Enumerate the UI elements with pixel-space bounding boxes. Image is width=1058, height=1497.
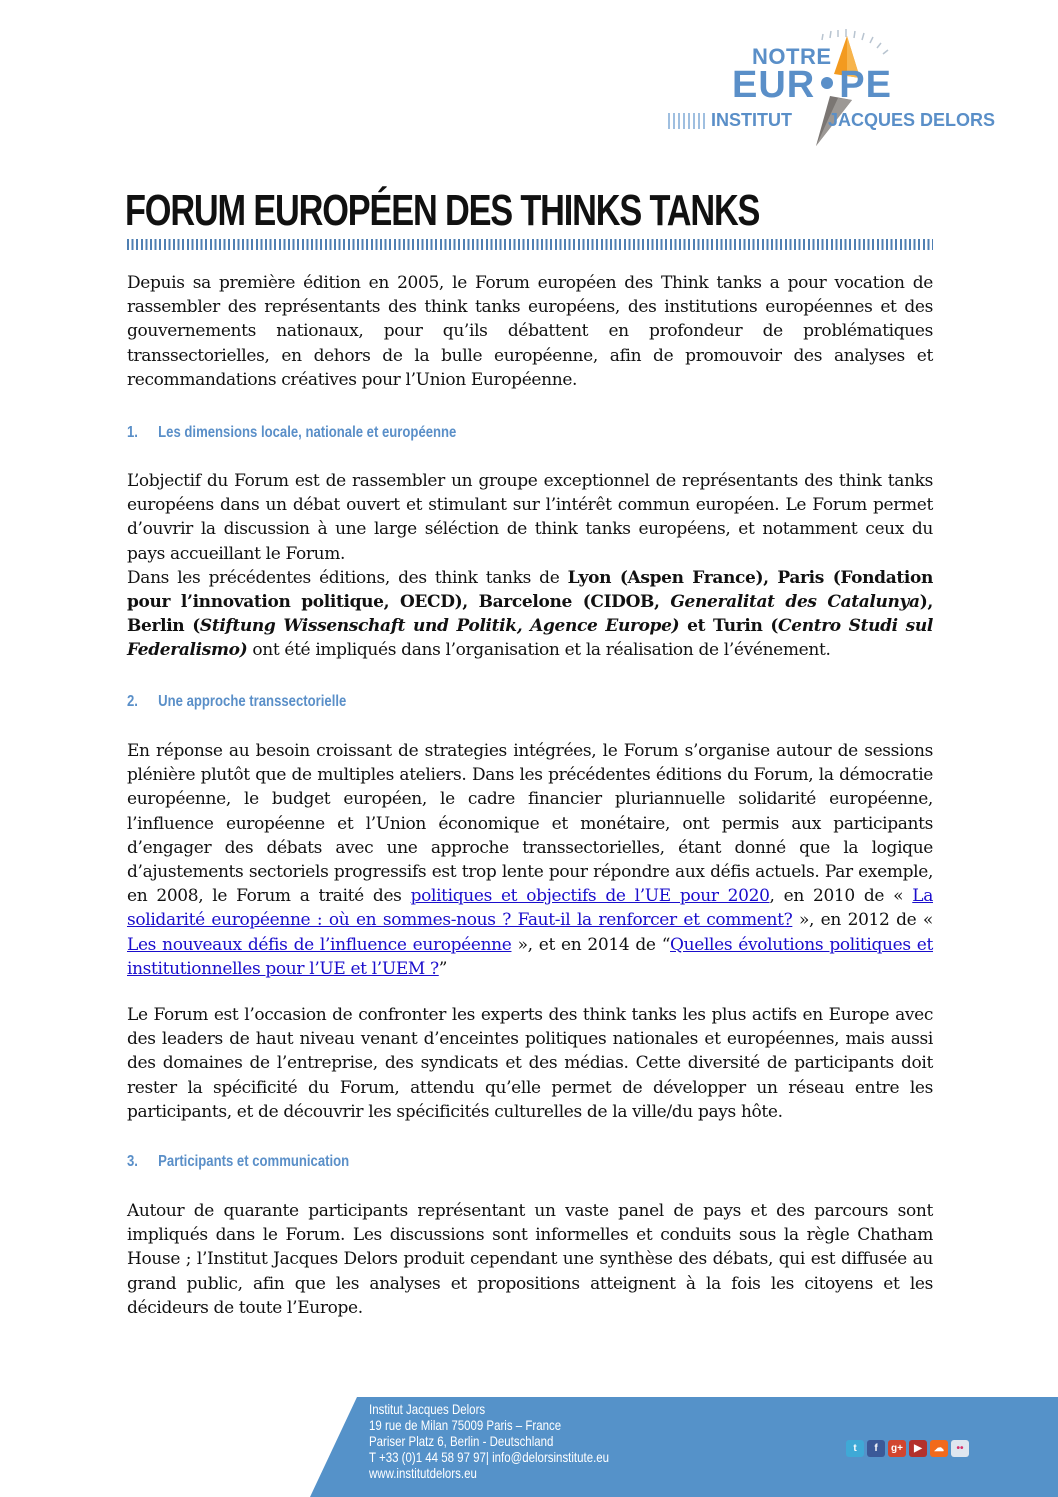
text-run: », et en 2014 de “ (511, 934, 671, 955)
logo-europe-text (732, 64, 892, 107)
logo-institut-text: INSTITUT (711, 110, 792, 130)
flickr-icon[interactable]: •• (951, 1440, 969, 1457)
bold-run: et Turin ( (679, 616, 779, 637)
section-3-body (127, 1199, 933, 1320)
intro-paragraph (127, 271, 933, 392)
logo-notre-text: NOTRE (752, 44, 832, 69)
text-run: Dans les précédentes éditions, des think tanks de (127, 567, 568, 588)
link-politiques-ue-2020[interactable]: politiques et objectifs de l’UE pour 2020 (410, 886, 770, 907)
section-2-paragraph-2: Le Forum est l’occasion de confronter les experts des think tanks les plus actifs en Europe avec des leaders de haut niveau venant d’enceintes politiques nationales et européennes, mais aussi des domaines de l’entreprise, des syndicats et des médias. Cette diversité de participants doit rester la spécificité du Forum, attendu qu’elle permet de développer un réseau entre les participants, et de découvrir les spécificités culturelles de la ville/du pays hôte. (127, 1005, 933, 1122)
section-number: 3. (127, 1153, 138, 1170)
youtube-icon[interactable]: ▶ (909, 1440, 927, 1457)
text-run: ont été impliqués dans l’organisation et la réalisation de l’événement. (247, 640, 831, 661)
section-1-paragraph-1: L’objectif du Forum est de rassembler un groupe exceptionnel de représentants des think tanks européens dans un débat ouvert et stimulant sur l’intérêt commun européen. Le Forum permet d’ouvrir la discussion à une large séléction de think tanks européens, et notamment ceux du pays accueillant le Forum. (127, 471, 933, 564)
bold-run: ), Berlin ( (127, 592, 933, 637)
section-1-paragraph-2 (127, 566, 933, 663)
google-plus-icon[interactable]: g+ (888, 1440, 906, 1457)
logo-institut-row (668, 110, 995, 131)
page-title: FORUM EUROPÉEN DES THINKS TANKS (125, 186, 760, 235)
text-run: , en 2010 de « (769, 886, 913, 907)
intro-text: Depuis sa première édition en 2005, le Forum européen des Think tanks a pour vocation de rassembler des représentants des think tanks européens, des institutions européennes et des gouvernements nationaux, pour qu’ils débattent en profondeur de problématiques transsectorielles, en dehors de la bulle européenne, afin de promouvoir des analyses et recommandations créatives pour l’Union Européenne. (127, 273, 933, 390)
italic-run: Stiftung Wissenschaft und Politik, Agence Europe) (199, 616, 680, 637)
footer-contact: T +33 (0)1 44 58 97 97| info@delorsinstitute.eu (369, 1449, 610, 1465)
section-heading-text: Les dimensions locale, nationale et européenne (158, 424, 457, 441)
soundcloud-icon[interactable]: ☁ (930, 1440, 948, 1457)
footer-org-name: Institut Jacques Delors (369, 1401, 486, 1417)
link-nouveaux-defis[interactable]: Les nouveaux défis de l’influence européenne (127, 934, 512, 955)
logo-tick-bars (668, 113, 705, 129)
notre-europe-logo (711, 18, 996, 138)
section-heading-text: Participants et communication (158, 1153, 350, 1170)
logo-pe: PE (839, 64, 892, 106)
logo-jacques-delors-text: JACQUES DELORS (828, 110, 996, 130)
link-evolutions-ue-uem[interactable]: Quelles évolutions politiques et institutionnelles pour l’UE et l’UEM ? (127, 934, 933, 979)
logo-eur: EUR (732, 64, 816, 106)
footer-berlin-address: Pariser Platz 6, Berlin - Deutschland (369, 1433, 554, 1449)
section-2-heading (127, 693, 346, 711)
footer-address (369, 1401, 609, 1481)
section-2-body (127, 739, 933, 981)
text-run: En réponse au besoin croissant de strategies intégrées, le Forum s’organise autour de sessions plénière plutôt que de multiples ateliers. Dans les précédentes éditions du Forum, la démocratie européenne, le budget européen, le cadre financier pluriannuelle solidarité européenne, l’influence européenne et l’Union économique et monétaire, ont permis aux participants d’engager des débats avec une approche transsectorielles, étant donné que la logique d’ajustements sectoriels progressifs est trop lente pour répondre aux défis actuels. Par exemple, en 2008, le Forum a traité des (127, 741, 933, 907)
footer-website: www.institutdelors.eu (369, 1465, 477, 1481)
section-2-body-2 (127, 1003, 933, 1124)
italic-run: Generalitat des Catalunya (670, 592, 920, 613)
section-2-paragraph-1 (127, 739, 933, 981)
logo-dot (821, 77, 833, 89)
bold-run: Lyon (Aspen France), Paris (Fondation pour l’innovation politique, OECD), Barcelone (CIDOB, (127, 567, 933, 613)
text-run: ” (438, 958, 448, 979)
section-number: 1. (127, 424, 138, 441)
italic-run: Centro Studi sul Federalismo) (127, 616, 933, 661)
twitter-icon[interactable]: t (846, 1440, 864, 1457)
section-1-body (127, 469, 933, 663)
facebook-icon[interactable]: f (867, 1440, 885, 1457)
text-run: », en 2012 de « (792, 910, 933, 931)
link-solidarite-europeenne[interactable]: La solidarité européenne : où en sommes-nous ? Faut-il la renforcer et comment? (127, 886, 933, 931)
social-icons (846, 1440, 969, 1457)
footer-band (0, 1397, 1058, 1497)
footer-paris-address: 19 rue de Milan 75009 Paris – France (369, 1417, 562, 1433)
section-3-paragraph-1: Autour de quarante participants représentant un vaste panel de pays et des parcours sont impliqués dans le Forum. Les discussions sont informelles et conduits sous la règle Chatham House ; l’Institut Jacques Delors produit cependant une synthèse des débats, qui est diffusée au grand public, afin que les analyses et propositions atteignent à la fois les citoyens et les décideurs de toute l’Europe. (127, 1201, 933, 1318)
section-1-heading (127, 424, 456, 442)
section-heading-text: Une approche transsectorielle (158, 693, 347, 710)
title-divider (127, 239, 933, 250)
section-3-heading (127, 1153, 349, 1171)
section-number: 2. (127, 693, 138, 710)
